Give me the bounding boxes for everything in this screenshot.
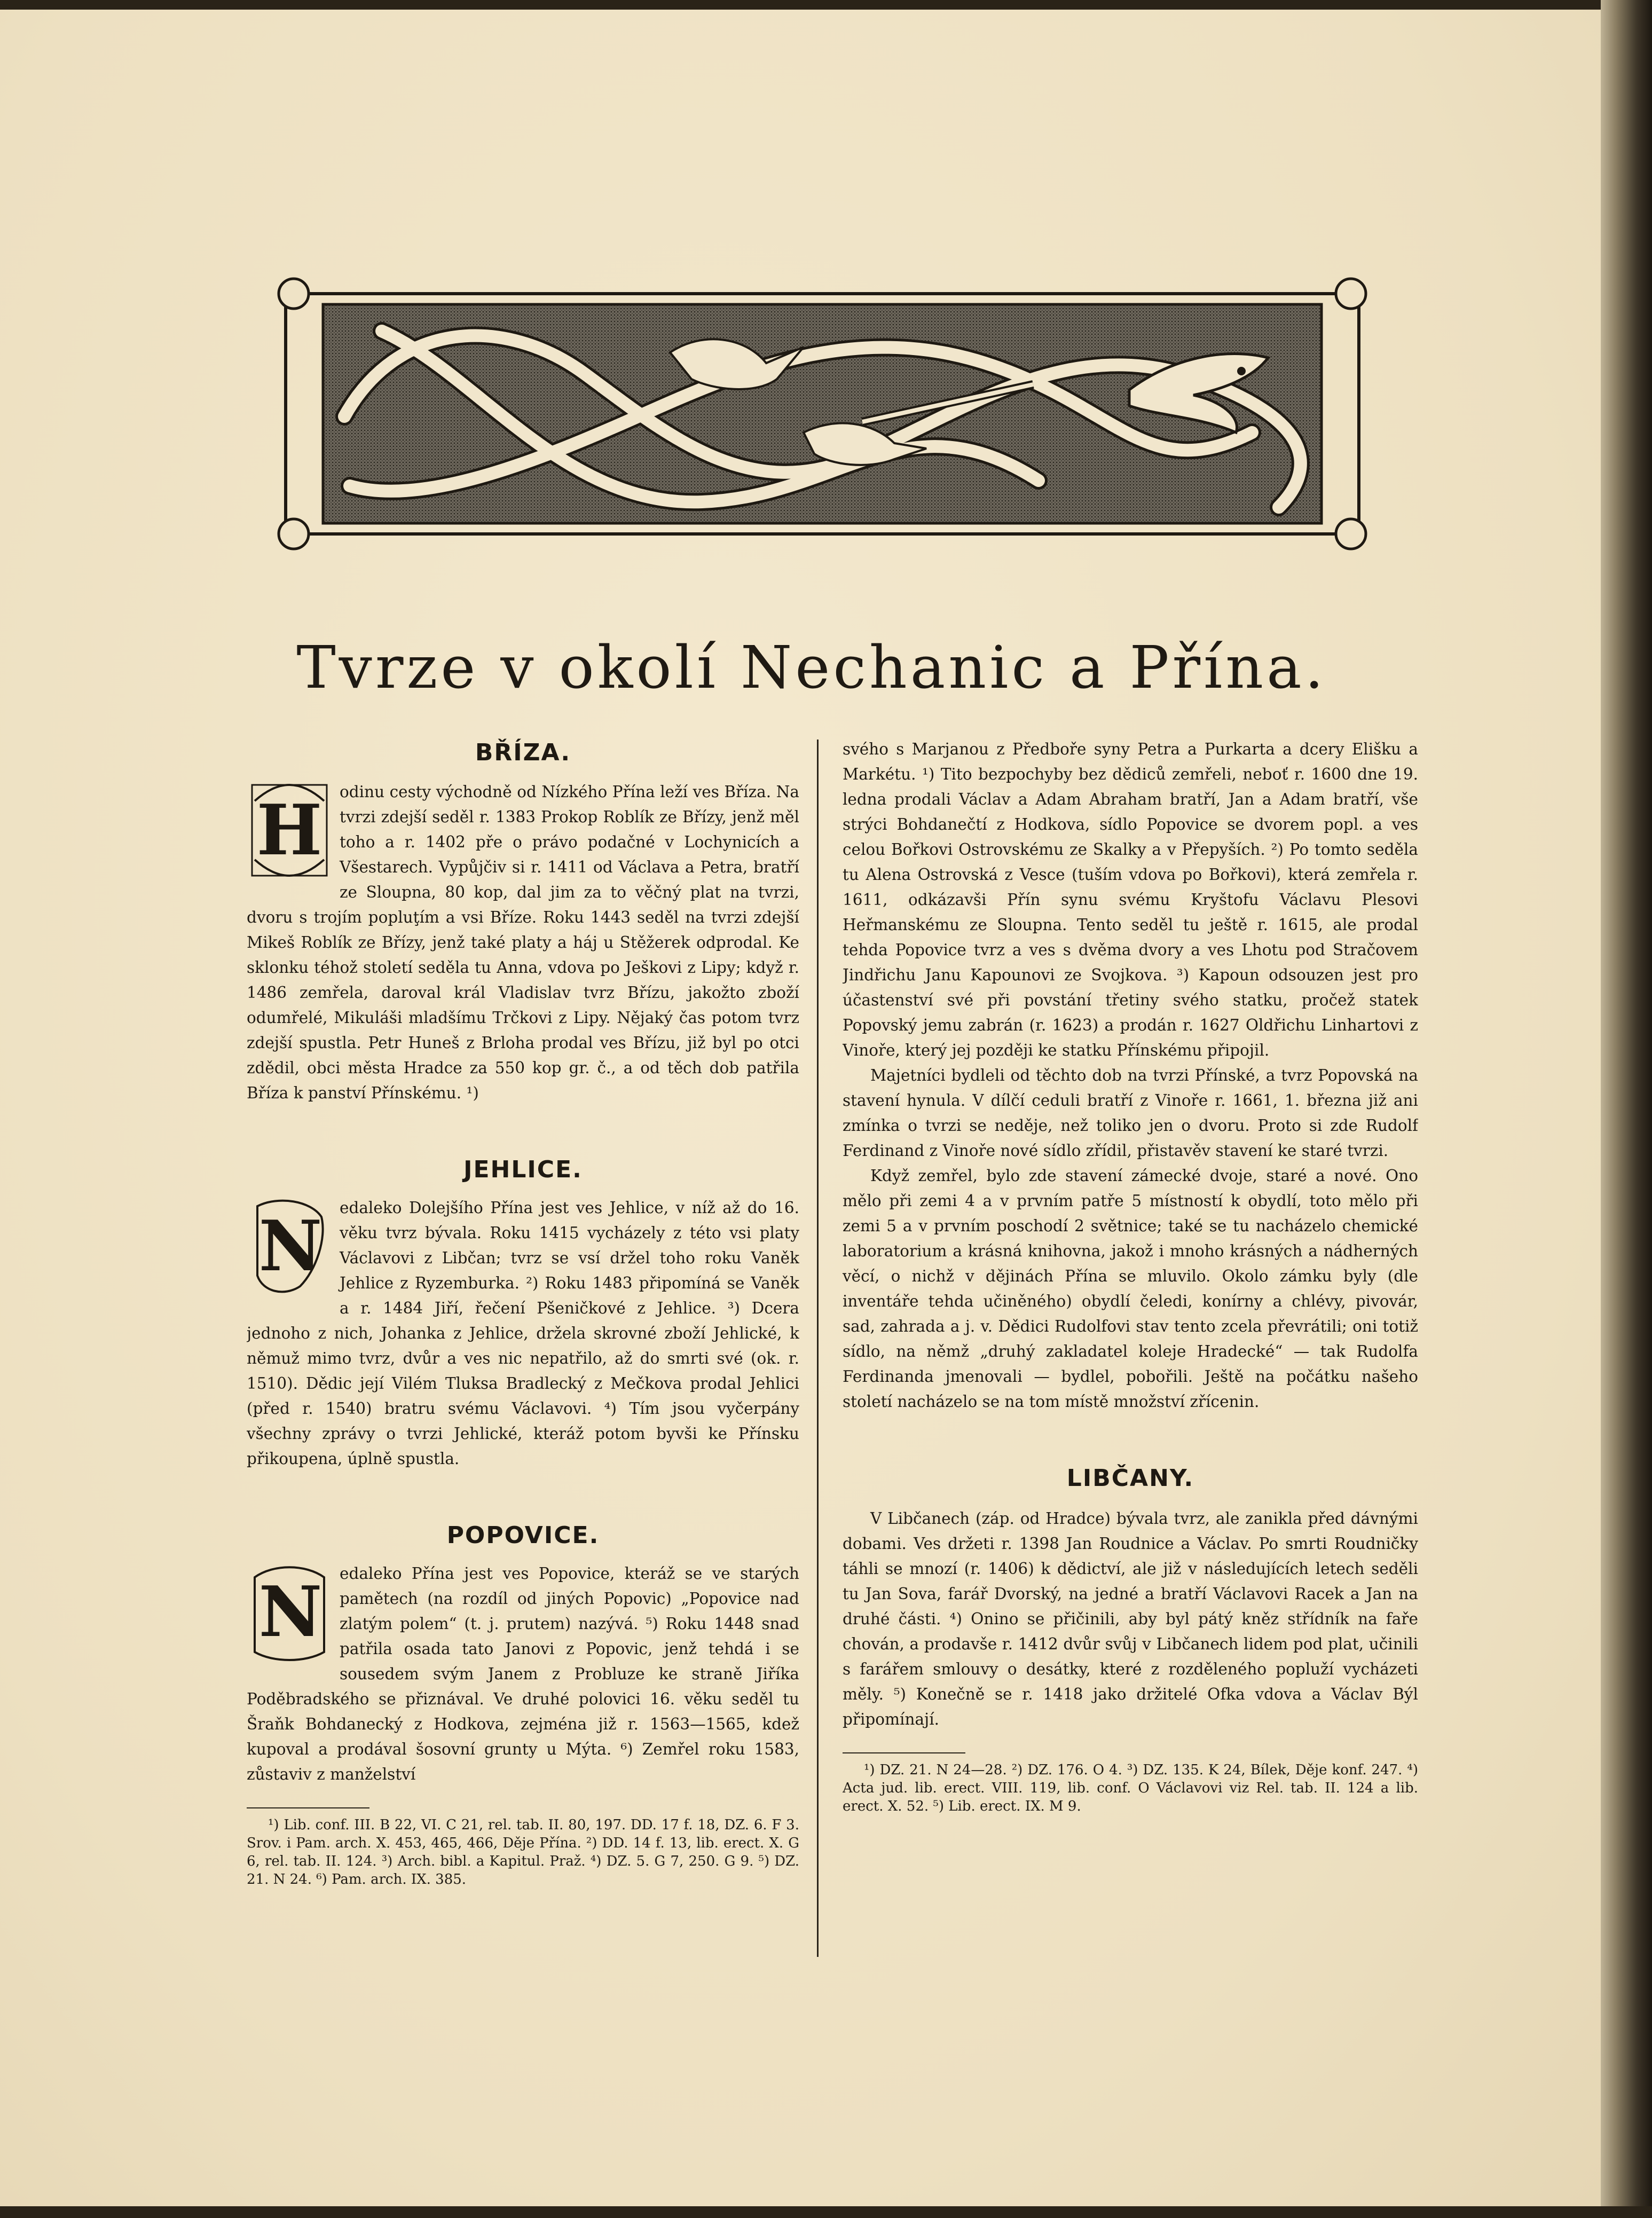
section-briza xyxy=(247,737,799,1106)
ornamental-headpiece xyxy=(264,256,1380,577)
section-text-briza: odinu cesty východně od Nízkého Přína leží ves Bříza. Na tvrzi zdejší seděl r. 1383 Prokop Roblík ze Břízy, jenž měl toho a r. 1402 pře o právo podačné v Lochynicích a Všestarech. Vypůjčiv si r. 1411 od Václava a Petra, bratří ze Sloupna, 80 kop, dal jim za to věčný plat na tvrzi, dvoru s trojím popluţím a vsi Bříze. Roku 1443 seděl na tvrzi zdejší Mikeš Roblík ze Břízy, jenž také platy a háj u Stěžerek odprodal. Ke sklonku téhož století seděla tu Anna, vdova po Ješkovi z Lipy; když r. 1486 zemřela, daroval král Vladislav tvrz Břízu, jakožto zboží odumřelé, Mikuláši mladšímu Trčkovi z Lipy. Nějaký čas potom tvrz zdejší spustla. Petr Huneš z Brloha prodal ves Břízu, již byl po otci zdědil, obci města Hradce za 550 kop gr. č., a od těch dob patřila Bříza k panství Přínskému. ¹) xyxy=(247,783,799,1102)
section-text-jehlice: edaleko Dolejšího Přína jest ves Jehlice, v níž až do 16. věku tvrz bývala. Roku 1415 vycházely z této vsi platy Václavovi z Libčan; tvrz se vsí držel toho roku Vaněk Jehlice z Ryzemburka. ²) Roku 1483 připomíná se Vaněk a r. 1484 Jiří, řečení Pšeničkové z Jehlice. ³) Dcera jednoho z nich, Johanka z Jehlice, držela skrovné zboží Jehlické, k němuž mimo tvrz, dvůr a ves nic nepatřilo, až do smrti své (ok. r. 1510). Dědic její Vilém Tluksa Bradlecký z Mečkova prodal Jehlici (před r. 1540) bratru svému Václavovi. ⁴) Tím jsou vyčerpány všechny zprávy o tvrzi Jehlické, kteráž potom byvši ke Přínsku přikoupena, úplně spustla. xyxy=(247,1199,799,1468)
section-popovice xyxy=(247,1520,799,1787)
book-spine-edge xyxy=(1601,0,1652,2218)
section-heading-briza: BŘÍZA. xyxy=(475,739,571,766)
scan-bottom-band xyxy=(0,2206,1652,2218)
footnotes-right: ¹) DZ. 21. N 24—28. ²) DZ. 176. O 4. ³) DZ. 135. K 24, Bílek, Děje konf. 247. ⁴) Acta jud. lib. erect. VIII. 119, lib. conf. O Václavovi viz Rel. tab. II. 124 a lib. erect. X. 52. ⁵) Lib. erect. IX. M 9. xyxy=(843,1762,1418,1814)
section-text-popovice-continued: svého s Marjanou z Předboře syny Petra a Purkarta a dcery Elišku a Markétu. ¹) Tito bezpochyby bez dědiců zemřeli, neboť r. 1600 dne 19. ledna prodali Václav a Adam Abraham bratří, Jan a Adam bratří, vše strýci Bohdanečtí z Hodkova, sídlo Popovice se dvorem popl. a ves celou Bořkovi Ostrovskému ze Skalky a v Přepyších. ²) Po tomto seděla tu Alena Ostrovská z Vesce (tuším vdova po Bořkovi), která zemřela r. 1611, odkázavši Přín synu svému Kryštofu Václavu Plesovi Heřmanskému ze Sloupna. Tento seděl tu ještě r. 1615, ale prodal tehda Popovice tvrz a ves s dvěma dvory a ves Lhotu pod Stračovem Jindřichu Janu Kapounovi ze Svojkova. ³) Kapoun odsouzen jest pro účastenství své při povstání třetiny svého statku, pročež statek Popovský jemu zabrán (r. 1623) a prodán r. 1627 Oldřichu Linhartovi z Vinoře, který jej později ke statku Přínskému připojil. xyxy=(843,740,1418,1059)
drop-cap-letter: H xyxy=(256,789,322,871)
drop-cap-n-jehlice xyxy=(247,1195,332,1297)
footnotes-left: ¹) Lib. conf. III. B 22, VI. C 21, rel. tab. II. 80, 197. DD. 17 f. 18, DZ. 6. F 3. Srov. i Pam. arch. X. 453, 465, 466, Děje Přína. ²) DD. 14 f. 13, lib. erect. X. G 6, rel. tab. II. 124. ³) Arch. bibl. a Kapitul. Praž. ⁴) DZ. 5. G 7, 250. G 9. ⁵) DZ. 21. N 24. ⁶) Pam. arch. IX. 385. xyxy=(247,1817,799,1887)
section-heading-libcany: LIBČANY. xyxy=(1066,1465,1194,1492)
left-column xyxy=(247,737,799,1954)
section-text-popovice-para3: Když zemřel, bylo zde stavení zámecké dvoje, staré a nové. Ono mělo při zemi 4 a v prvním patře 5 místností k obydlí, toto mělo při zemi 5 a v prvním poschodí 2 světnice; také se tu nacházelo chemické laboratorium a krásná knihovna, jakož i mnoho krásných a nádherných věcí, o nichž v dějinách Přína se mluvilo. Okolo zámku byly (dle inventáře tehda učiněného) obydlí čeledi, konírny a chlévy, pivovár, sad, zahrada a j. v. Dědici Rudolfovi stav tento zcela převrátili; oni totiž sídlo, na němž „druhý zakladatel koleje Hradecké“ — tak Rudolfa Ferdinanda jmenovali — bydlel, pobořili. Ještě na počátku našeho století nacházelo se na tom místě množství zřícenin. xyxy=(843,1167,1418,1411)
right-column xyxy=(843,737,1418,1954)
drop-cap-h xyxy=(247,780,332,881)
section-text-libcany: V Libčanech (záp. od Hradce) bývala tvrz, ale zanikla před dávnými dobami. Ves držeti r. 1398 Jan Roudnice a Václav. Po smrti Roudničky táhli se mnozí (r. 1406) k dědictví, ale již v následujících letech seděli tu Jan Sova, farář Dvorský, na jedné a bratří Václavovi Racek a Jan na druhé části. ⁴) Onino se přičinili, aby byl pátý kněz střídník na faře chován, a prodavše r. 1412 dvůr svůj v Libčanech lidem pod plat, učinili s farářem smlouvy o desátky, které z rozděleného popluží vycházeti měly. ⁵) Konečně se r. 1418 jako držitelé Ofka vdova a Václav Býl připomínají. xyxy=(843,1509,1418,1728)
footnote-separator-right xyxy=(843,1752,965,1753)
drop-cap-letter: N xyxy=(258,1571,322,1653)
footnote-separator-left xyxy=(247,1807,369,1808)
drop-cap-n-popovice xyxy=(247,1561,332,1663)
section-libcany xyxy=(843,1462,1418,1732)
page-title: Tvrze v okolí Nechanic a Přína. xyxy=(296,633,1327,702)
scan-top-band xyxy=(0,0,1652,10)
column-rule xyxy=(817,740,819,1957)
drop-cap-letter: N xyxy=(258,1205,322,1287)
section-heading-jehlice: JEHLICE. xyxy=(463,1156,583,1183)
section-text-popovice-para2: Majetníci bydleli od těchto dob na tvrzi Přínské, a tvrz Popovská na stavení hynula. V dílčí ceduli bratří z Vinoře r. 1661, 1. března již ani zmínka o tvrzi se neděje, než toliko jen o dvoru. Proto si zde Rudolf Ferdinand z Vinoře nové sídlo zřídil, přistavěv stavení ke staré tvrzi. xyxy=(843,1066,1418,1160)
section-text-popovice: edaleko Přína jest ves Popovice, kteráž se ve starých pamětech (na rozdíl od jiných Popovic) „Popovice nad zlatým polem“ (t. j. prutem) nazývá. ⁵) Roku 1448 snad patřila osada tato Janovi z Popovic, jenž tehdá i se sousedem svým Janem z Probluze ke straně Jiříka Poděbradského se přiznával. Ve druhé polovici 16. věku seděl tu Šraňk Bohdanecký z Hodkova, zejména již r. 1563—1565, kdež kupoval a prodával šosovní grunty u Mýta. ⁶) Zemřel roku 1583, zůstaviv z manželství xyxy=(247,1564,799,1783)
section-heading-popovice: POPOVICE. xyxy=(446,1522,600,1549)
section-jehlice xyxy=(247,1154,799,1472)
